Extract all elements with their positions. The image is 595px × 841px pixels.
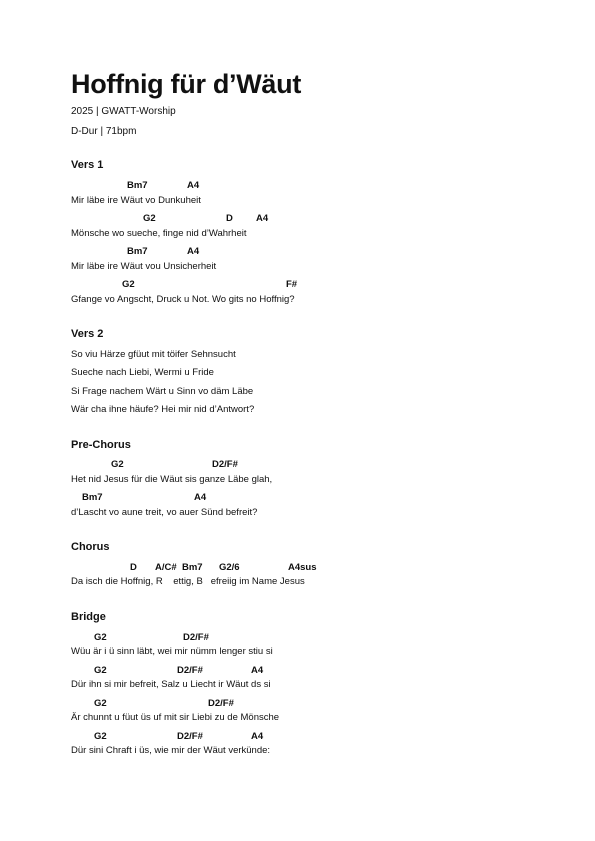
lyric-line: Dür ihn si mir befreit, Salz u Liecht ir Wäut ds si: [71, 679, 271, 690]
section-heading-vers2: Vers 2: [71, 328, 104, 340]
lyric-line: Sueche nach Liebi, Wermi u Fride: [71, 367, 214, 378]
chord: D2/F#: [177, 665, 203, 676]
chord: A4sus: [288, 562, 317, 573]
chord: A4: [256, 213, 269, 224]
chord: D2/F#: [183, 632, 209, 643]
chord: A4: [251, 731, 264, 742]
lyric-line: Het nid Jesus für die Wäut sis ganze Läbe glah,: [71, 474, 273, 485]
chord: A4: [194, 492, 207, 503]
chord: D2/F#: [212, 459, 238, 470]
chord: G2: [94, 665, 107, 676]
lyric-line: Mönsche wo sueche, finge nid d’Wahrheit: [71, 228, 247, 239]
lyric-line: Si Frage nachem Wärt u Sinn vo däm Läbe: [71, 386, 254, 397]
chord: D: [130, 562, 137, 573]
lyric-line: Mir läbe ire Wäut vou Unsicherheit: [71, 261, 217, 272]
section-heading-prechorus: Pre-Chorus: [71, 439, 131, 451]
lyric-line: Gfange vo Angscht, Druck u Not. Wo gits no Hoffnig?: [71, 294, 295, 305]
chord: A4: [187, 246, 200, 257]
chord: G2: [94, 731, 107, 742]
lyric-line: Mir läbe ire Wäut vo Dunkuheit: [71, 195, 201, 206]
chord: A4: [251, 665, 264, 676]
chord: Bm7: [182, 562, 203, 573]
chord: D2/F#: [177, 731, 203, 742]
chord: A/C#: [155, 562, 177, 573]
chord: G2: [94, 698, 107, 709]
chord: F#: [286, 279, 298, 290]
song-meta-author: 2025 | GWATT-Worship: [71, 106, 176, 117]
chord: D: [226, 213, 233, 224]
chord: G2: [143, 213, 156, 224]
chord: D2/F#: [208, 698, 234, 709]
lyric-line: Är chunnt u füut üs uf mit sir Liebi zu de Mönsche: [71, 712, 280, 723]
song-title: Hoffnig für d’Wäut: [71, 69, 302, 99]
chord: G2: [94, 632, 107, 643]
chord: A4: [187, 180, 200, 191]
lyric-line: Wär cha ihne häufe? Hei mir nid d’Antwort?: [71, 404, 255, 415]
chord: Bm7: [127, 246, 148, 257]
chord: Bm7: [82, 492, 103, 503]
lyric-line: Wüu är i ü sinn läbt, wei mir nümm lenger stiu si: [71, 646, 273, 657]
section-heading-vers1: Vers 1: [71, 159, 104, 171]
lyric-line: d’Lascht vo aune treit, vo auer Sünd befreit?: [71, 507, 258, 518]
chord: G2/6: [219, 562, 240, 573]
section-heading-chorus: Chorus: [71, 541, 110, 553]
lyric-line: So viu Härze gfüut mit töifer Sehnsucht: [71, 349, 236, 360]
song-meta-key-tempo: D-Dur | 71bpm: [71, 126, 137, 137]
chord: G2: [111, 459, 124, 470]
chord: Bm7: [127, 180, 148, 191]
lyric-line: Da isch die Hoffnig, R ettig, B efreiig im Name Jesus: [71, 576, 305, 587]
lyric-line: Dür sini Chraft i üs, wie mir der Wäut verkünde:: [71, 745, 271, 756]
chord: G2: [122, 279, 135, 290]
section-heading-bridge: Bridge: [71, 611, 106, 623]
